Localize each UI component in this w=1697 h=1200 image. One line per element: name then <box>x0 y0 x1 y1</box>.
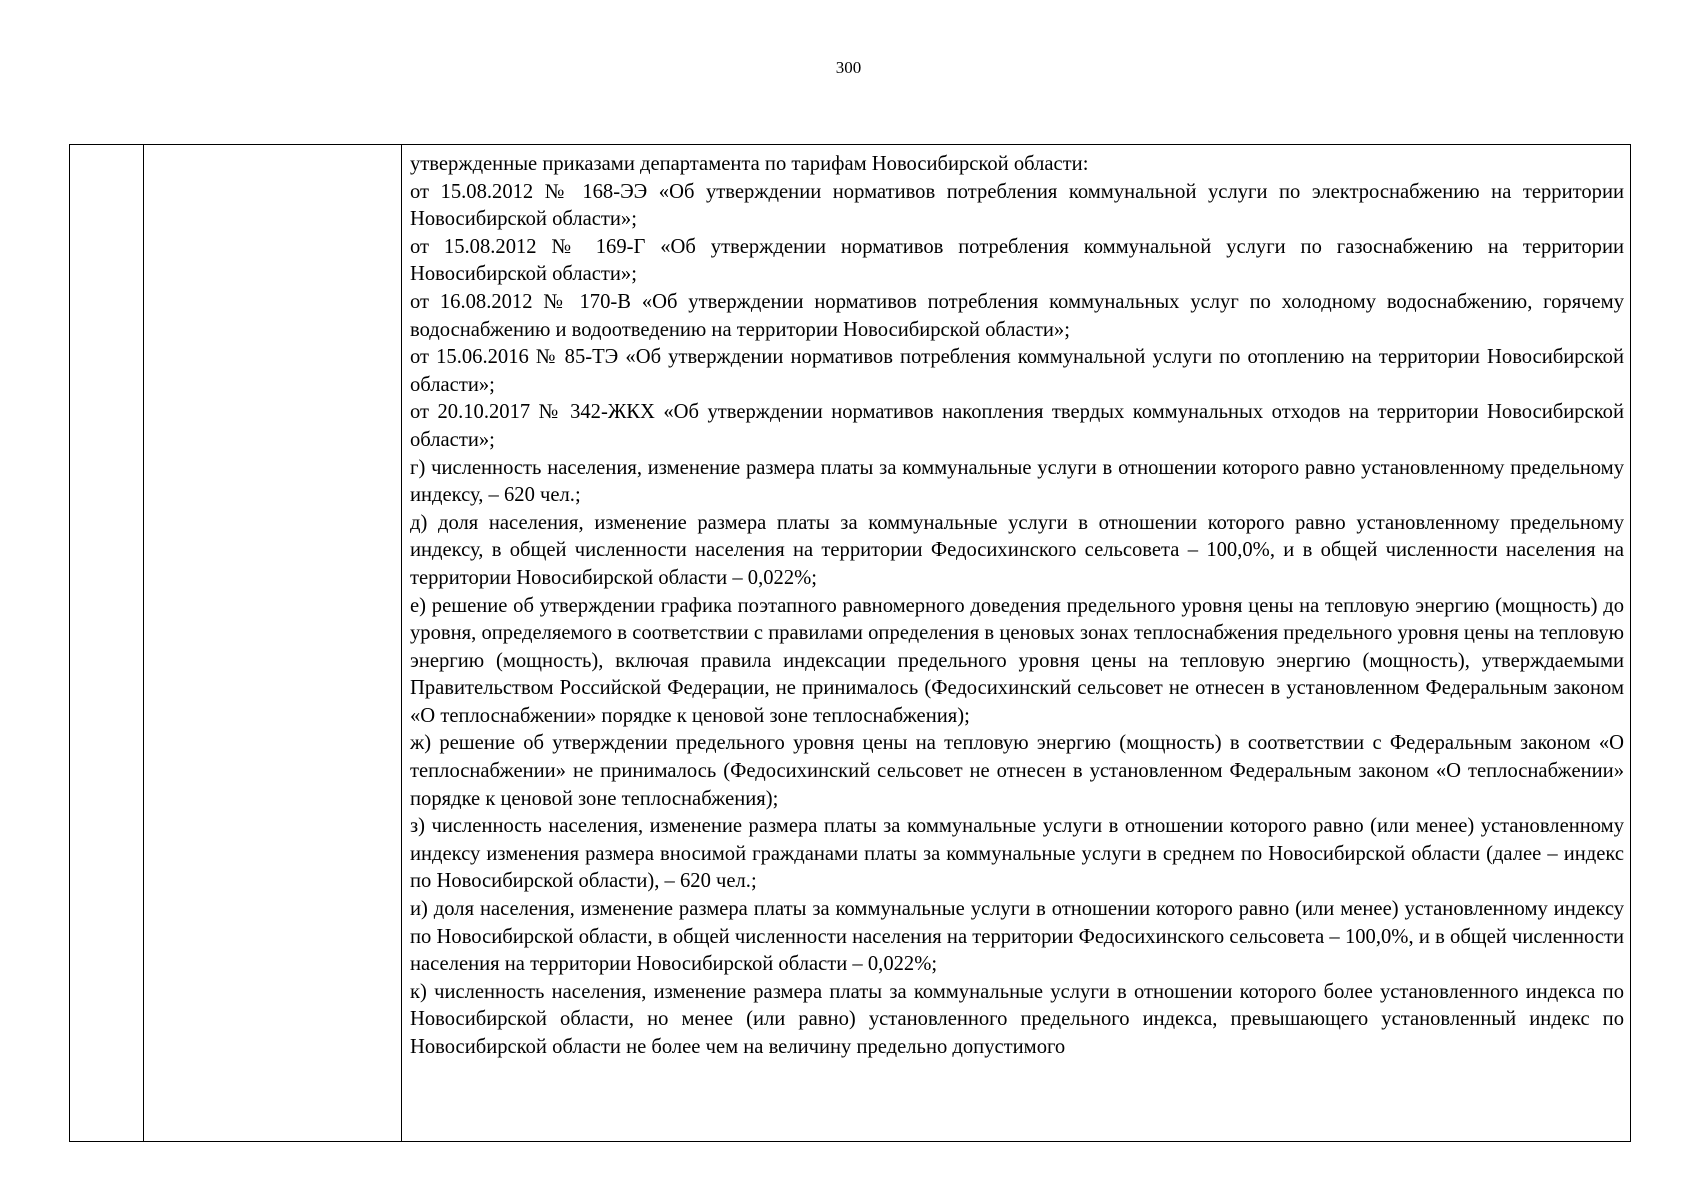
paragraph: от 15.08.2012 № 168-ЭЭ «Об утверждении нормативов потребления коммунальной услуги по электроснабжению на территории Новосибирской области»; <box>410 180 1624 231</box>
paragraph: от 20.10.2017 № 342-ЖКХ «Об утверждении нормативов накопления твердых коммунальных отходов на территории Новосибирской области»; <box>410 401 1624 451</box>
paragraph: г) численность населения, изменение размера платы за коммунальные услуги в отношении которого равно установленному предельному индексу, – 620 чел.; <box>410 456 1624 507</box>
paragraph: е) решение об утверждении графика поэтапного равномерного доведения предельного уровня цены на тепловую энергию (мощность) до уровня, определяемого в соответствии с правилами определения в ценовых зонах теплоснабжения предельного уровня цены на тепловую энергию (мощность), включая правила индексации предельного уровня цены на тепловую энергию (мощность), утверждаемыми Правительством Российской Федерации, не принималось (Федосихинский сельсовет не отнесен в установленном Федеральным законом «О теплоснабжении» порядке к ценовой зоне теплоснабжения); <box>410 594 1624 727</box>
paragraph: з) численность населения, изменение размера платы за коммунальные услуги в отношении которого равно (или менее) установленному индексу изменения размера вносимой гражданами платы за коммунальные услуги в среднем по Новосибирской области (далее – индекс по Новосибирской области), – 620 чел.; <box>410 815 1624 893</box>
paragraph: и) доля населения, изменение размера платы за коммунальные услуги в отношении которого равно (или менее) установленному индексу по Новосибирской области, в общей численности населения на территории Федосихинского сельсовета – 100,0%, и в общей численности населения на территории Новосибирской области – 0,022%; <box>410 898 1624 976</box>
paragraph: д) доля населения, изменение размера платы за коммунальные услуги в отношении которого равно установленному предельному индексу, в общей численности населения на территории Федосихинского сельсовета – 100,0%, и в общей численности населения на территории Новосибирской области – 0,022%; <box>410 511 1624 589</box>
paragraph: утвержденные приказами департамента по тарифам Новосибирской области: <box>410 153 1089 175</box>
table-cell-indicator <box>144 145 402 1142</box>
paragraph: от 15.08.2012 № 169-Г «Об утверждении нормативов потребления коммунальной услуги по газоснабжению на территории Новосибирской области»; <box>410 235 1624 286</box>
table-row <box>70 145 1631 1142</box>
page-number: 300 <box>835 58 862 77</box>
paragraph: к) численность населения, изменение размера платы за коммунальные услуги в отношении которого более установленного индекса по Новосибирской области, но менее (или равно) установленного предельного индекса, превышающего установленный индекс по Новосибирской области не более чем на величину предельно допустимого <box>410 980 1624 1058</box>
paragraph: от 15.06.2016 № 85-ТЭ «Об утверждении нормативов потребления коммунальной услуги по отоплению на территории Новосибирской области»; <box>410 346 1624 396</box>
table-cell-number <box>70 145 144 1142</box>
paragraph: ж) решение об утверждении предельного уровня цены на тепловую энергию (мощность) в соответствии с Федеральным законом «О теплоснабжении» не принималось (Федосихинский сельсовет не отнесен в установленном Федеральным законом «О теплоснабжении» порядке к ценовой зоне теплоснабжения); <box>410 732 1624 810</box>
table-cell-text <box>402 145 1631 1142</box>
paragraph: от 16.08.2012 № 170-В «Об утверждении нормативов потребления коммунальных услуг по холодному водоснабжению, горячему водоснабжению и водоотведению на территории Новосибирской области»; <box>410 290 1624 341</box>
document-table <box>69 144 1631 1142</box>
